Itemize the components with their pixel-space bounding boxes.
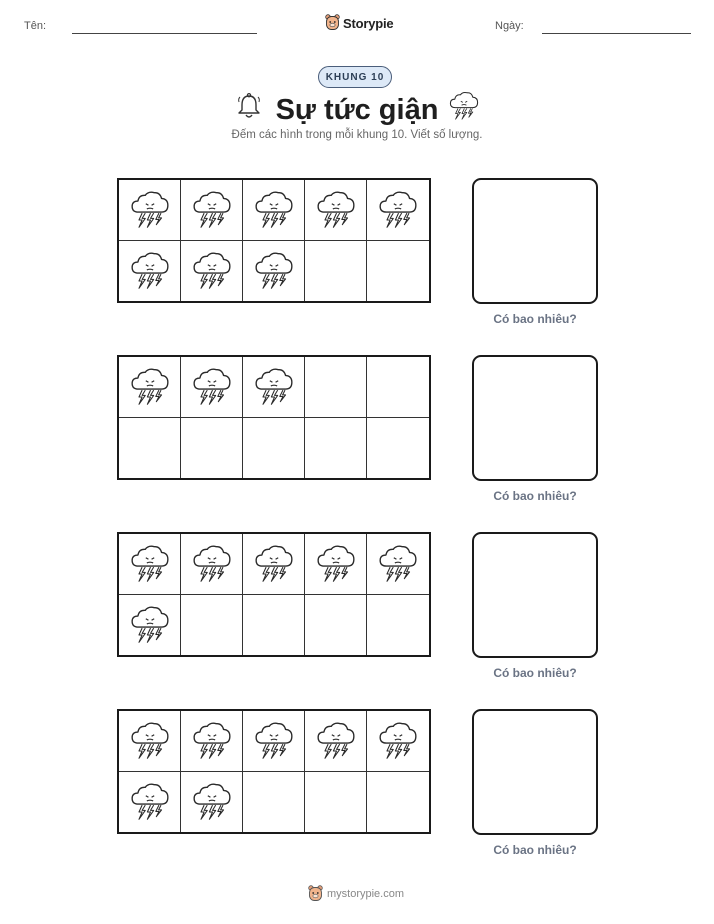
answer-box[interactable] [472, 355, 598, 481]
frame-cell [243, 772, 305, 833]
frame-cell [367, 357, 429, 418]
frame-cell [305, 180, 367, 241]
frame-cell [243, 418, 305, 479]
footer-url: mystorypie.com [327, 888, 405, 900]
date-label: Ngày: [495, 20, 524, 32]
frame-cell [181, 772, 243, 833]
storm-cloud-icon [191, 250, 233, 292]
frame-cell [119, 180, 181, 241]
frame-cell [305, 772, 367, 833]
frame-cell [243, 180, 305, 241]
storm-cloud-icon [191, 720, 233, 762]
frame-cell [367, 711, 429, 772]
frame-cell [367, 180, 429, 241]
frame-cell [367, 241, 429, 302]
answer-box[interactable] [472, 532, 598, 658]
answer-label: Có bao nhiêu? [493, 312, 577, 326]
frame-cell [243, 357, 305, 418]
frame-cell [181, 418, 243, 479]
storm-cloud-icon [191, 189, 233, 231]
frame-cell [119, 711, 181, 772]
frame-cell [305, 418, 367, 479]
bear-mascot-icon [325, 14, 340, 32]
storm-cloud-icon [377, 720, 419, 762]
storm-cloud-icon [447, 90, 481, 122]
storm-cloud-icon [253, 366, 295, 408]
storm-cloud-icon [377, 189, 419, 231]
footer [308, 885, 404, 903]
frame-cell [119, 772, 181, 833]
frame-cell [367, 772, 429, 833]
storm-cloud-icon [253, 720, 295, 762]
frame-cell [181, 595, 243, 656]
storm-cloud-icon [191, 543, 233, 585]
storm-cloud-icon [191, 781, 233, 823]
frame-cell [181, 241, 243, 302]
brand-logo [325, 13, 393, 33]
storm-cloud-icon [129, 781, 171, 823]
frame-cell [305, 595, 367, 656]
frame-cell [243, 534, 305, 595]
frame-cell [181, 357, 243, 418]
name-line[interactable] [72, 33, 257, 34]
ten-frame [117, 709, 431, 834]
frame-cell [243, 595, 305, 656]
storm-cloud-icon [315, 720, 357, 762]
frame-cell [367, 595, 429, 656]
frame-cell [181, 711, 243, 772]
frame-cell [243, 711, 305, 772]
frame-cell [119, 418, 181, 479]
storm-cloud-icon [253, 543, 295, 585]
instructions: Đếm các hình trong mỗi khung 10. Viết số lượng. [231, 129, 483, 141]
frame-cell [305, 534, 367, 595]
ten-frame [117, 178, 431, 303]
storm-cloud-icon [253, 250, 295, 292]
storm-cloud-icon [377, 543, 419, 585]
storm-cloud-icon [129, 366, 171, 408]
storm-cloud-icon [315, 543, 357, 585]
frame-cell [367, 418, 429, 479]
frame-cell [181, 180, 243, 241]
frame-cell [119, 595, 181, 656]
name-label: Tên: [24, 20, 47, 32]
frame-cell [305, 357, 367, 418]
bear-mascot-icon [308, 885, 323, 903]
frame-cell [119, 534, 181, 595]
frame-cell [243, 241, 305, 302]
storm-cloud-icon [315, 189, 357, 231]
answer-label: Có bao nhiêu? [493, 489, 577, 503]
answer-box[interactable] [472, 709, 598, 835]
answer-box[interactable] [472, 178, 598, 304]
frame-cell [367, 534, 429, 595]
frame-cell [305, 711, 367, 772]
frame-cell [305, 241, 367, 302]
date-line[interactable] [542, 33, 691, 34]
ten-frame [117, 532, 431, 657]
frame-cell [119, 241, 181, 302]
brand-name: Storypie [343, 15, 394, 31]
storm-cloud-icon [191, 366, 233, 408]
storm-cloud-icon [129, 250, 171, 292]
frame-cell [181, 534, 243, 595]
storm-cloud-icon [129, 720, 171, 762]
ten-frame [117, 355, 431, 480]
storm-cloud-icon [129, 604, 171, 646]
page-title: Sự tức giận [275, 94, 439, 126]
storm-cloud-icon [129, 543, 171, 585]
answer-label: Có bao nhiêu? [493, 843, 577, 857]
storm-cloud-icon [253, 189, 295, 231]
answer-label: Có bao nhiêu? [493, 666, 577, 680]
worksheet-badge: KHUNG 10 [318, 66, 392, 88]
storm-cloud-icon [129, 189, 171, 231]
frame-cell [119, 357, 181, 418]
